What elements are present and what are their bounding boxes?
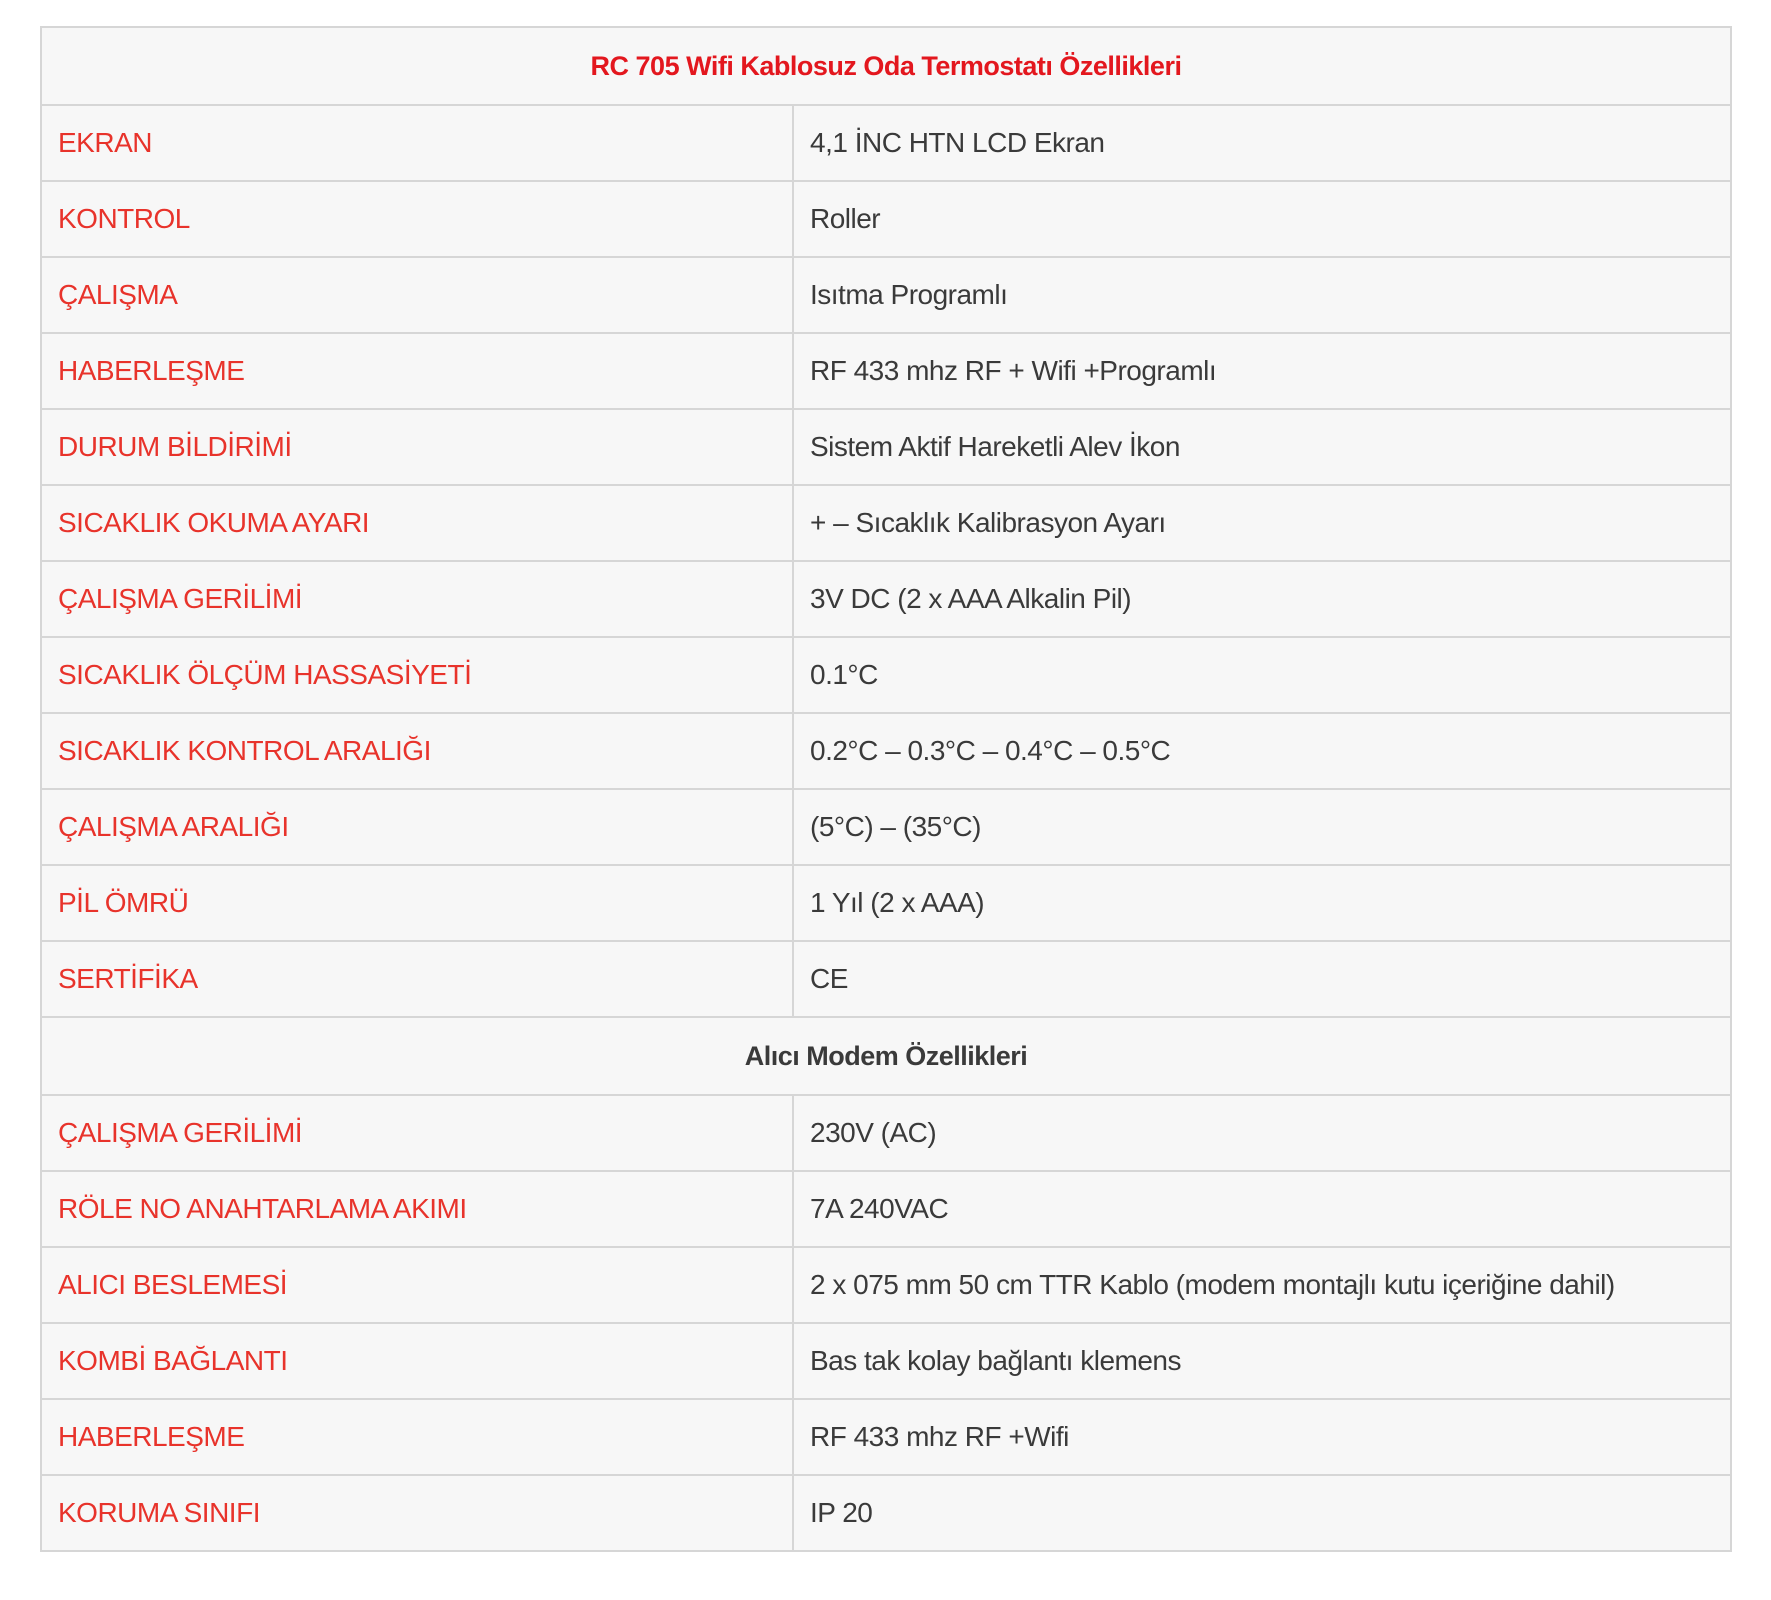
table-row bbox=[41, 333, 1731, 409]
table-row bbox=[41, 713, 1731, 789]
spec-value: CE bbox=[793, 941, 1731, 1017]
spec-key: KONTROL bbox=[41, 181, 793, 257]
table-row bbox=[41, 1095, 1731, 1171]
spec-value: 1 Yıl (2 x AAA) bbox=[793, 865, 1731, 941]
spec-key: KOMBİ BAĞLANTI bbox=[41, 1323, 793, 1399]
spec-key: PİL ÖMRÜ bbox=[41, 865, 793, 941]
spec-key: HABERLEŞME bbox=[41, 333, 793, 409]
spec-value: Isıtma Programlı bbox=[793, 257, 1731, 333]
table-row bbox=[41, 105, 1731, 181]
spec-value: (5°C) – (35°C) bbox=[793, 789, 1731, 865]
table-row bbox=[41, 561, 1731, 637]
table-row bbox=[41, 789, 1731, 865]
spec-value: Roller bbox=[793, 181, 1731, 257]
table-row bbox=[41, 941, 1731, 1017]
spec-key: RÖLE NO ANAHTARLAMA AKIMI bbox=[41, 1171, 793, 1247]
spec-value: + – Sıcaklık Kalibrasyon Ayarı bbox=[793, 485, 1731, 561]
section-title-row bbox=[41, 1017, 1731, 1095]
table-row bbox=[41, 1475, 1731, 1551]
table-row bbox=[41, 1171, 1731, 1247]
spec-key: EKRAN bbox=[41, 105, 793, 181]
table-row bbox=[41, 637, 1731, 713]
spec-key: SICAKLIK ÖLÇÜM HASSASİYETİ bbox=[41, 637, 793, 713]
spec-key: SICAKLIK OKUMA AYARI bbox=[41, 485, 793, 561]
table-row bbox=[41, 485, 1731, 561]
spec-key: SICAKLIK KONTROL ARALIĞI bbox=[41, 713, 793, 789]
spec-value: RF 433 mhz RF + Wifi +Programlı bbox=[793, 333, 1731, 409]
spec-key: ALICI BESLEMESİ bbox=[41, 1247, 793, 1323]
section-title-receiver: Alıcı Modem Özellikleri bbox=[41, 1017, 1731, 1095]
table-row bbox=[41, 1247, 1731, 1323]
spec-key: ÇALIŞMA GERİLİMİ bbox=[41, 561, 793, 637]
spec-value: 4,1 İNC HTN LCD Ekran bbox=[793, 105, 1731, 181]
spec-key: HABERLEŞME bbox=[41, 1399, 793, 1475]
table-row bbox=[41, 1323, 1731, 1399]
spec-value: 230V (AC) bbox=[793, 1095, 1731, 1171]
spec-key: ÇALIŞMA bbox=[41, 257, 793, 333]
spec-value: Sistem Aktif Hareketli Alev İkon bbox=[793, 409, 1731, 485]
spec-value: 0.2°C – 0.3°C – 0.4°C – 0.5°C bbox=[793, 713, 1731, 789]
table-row bbox=[41, 1399, 1731, 1475]
section-title-row bbox=[41, 27, 1731, 105]
spec-value: RF 433 mhz RF +Wifi bbox=[793, 1399, 1731, 1475]
spec-table bbox=[40, 26, 1732, 1552]
section-title-thermostat: RC 705 Wifi Kablosuz Oda Termostatı Özellikleri bbox=[41, 27, 1731, 105]
spec-key: KORUMA SINIFI bbox=[41, 1475, 793, 1551]
spec-value: 0.1°C bbox=[793, 637, 1731, 713]
table-row bbox=[41, 409, 1731, 485]
spec-value: IP 20 bbox=[793, 1475, 1731, 1551]
spec-value: 3V DC (2 x AAA Alkalin Pil) bbox=[793, 561, 1731, 637]
spec-key: ÇALIŞMA GERİLİMİ bbox=[41, 1095, 793, 1171]
spec-value: Bas tak kolay bağlantı klemens bbox=[793, 1323, 1731, 1399]
spec-key: ÇALIŞMA ARALIĞI bbox=[41, 789, 793, 865]
spec-value: 7A 240VAC bbox=[793, 1171, 1731, 1247]
table-row bbox=[41, 257, 1731, 333]
table-row bbox=[41, 865, 1731, 941]
spec-key: SERTİFİKA bbox=[41, 941, 793, 1017]
table-row bbox=[41, 181, 1731, 257]
spec-key: DURUM BİLDİRİMİ bbox=[41, 409, 793, 485]
spec-value: 2 x 075 mm 50 cm TTR Kablo (modem montajlı kutu içeriğine dahil) bbox=[793, 1247, 1731, 1323]
